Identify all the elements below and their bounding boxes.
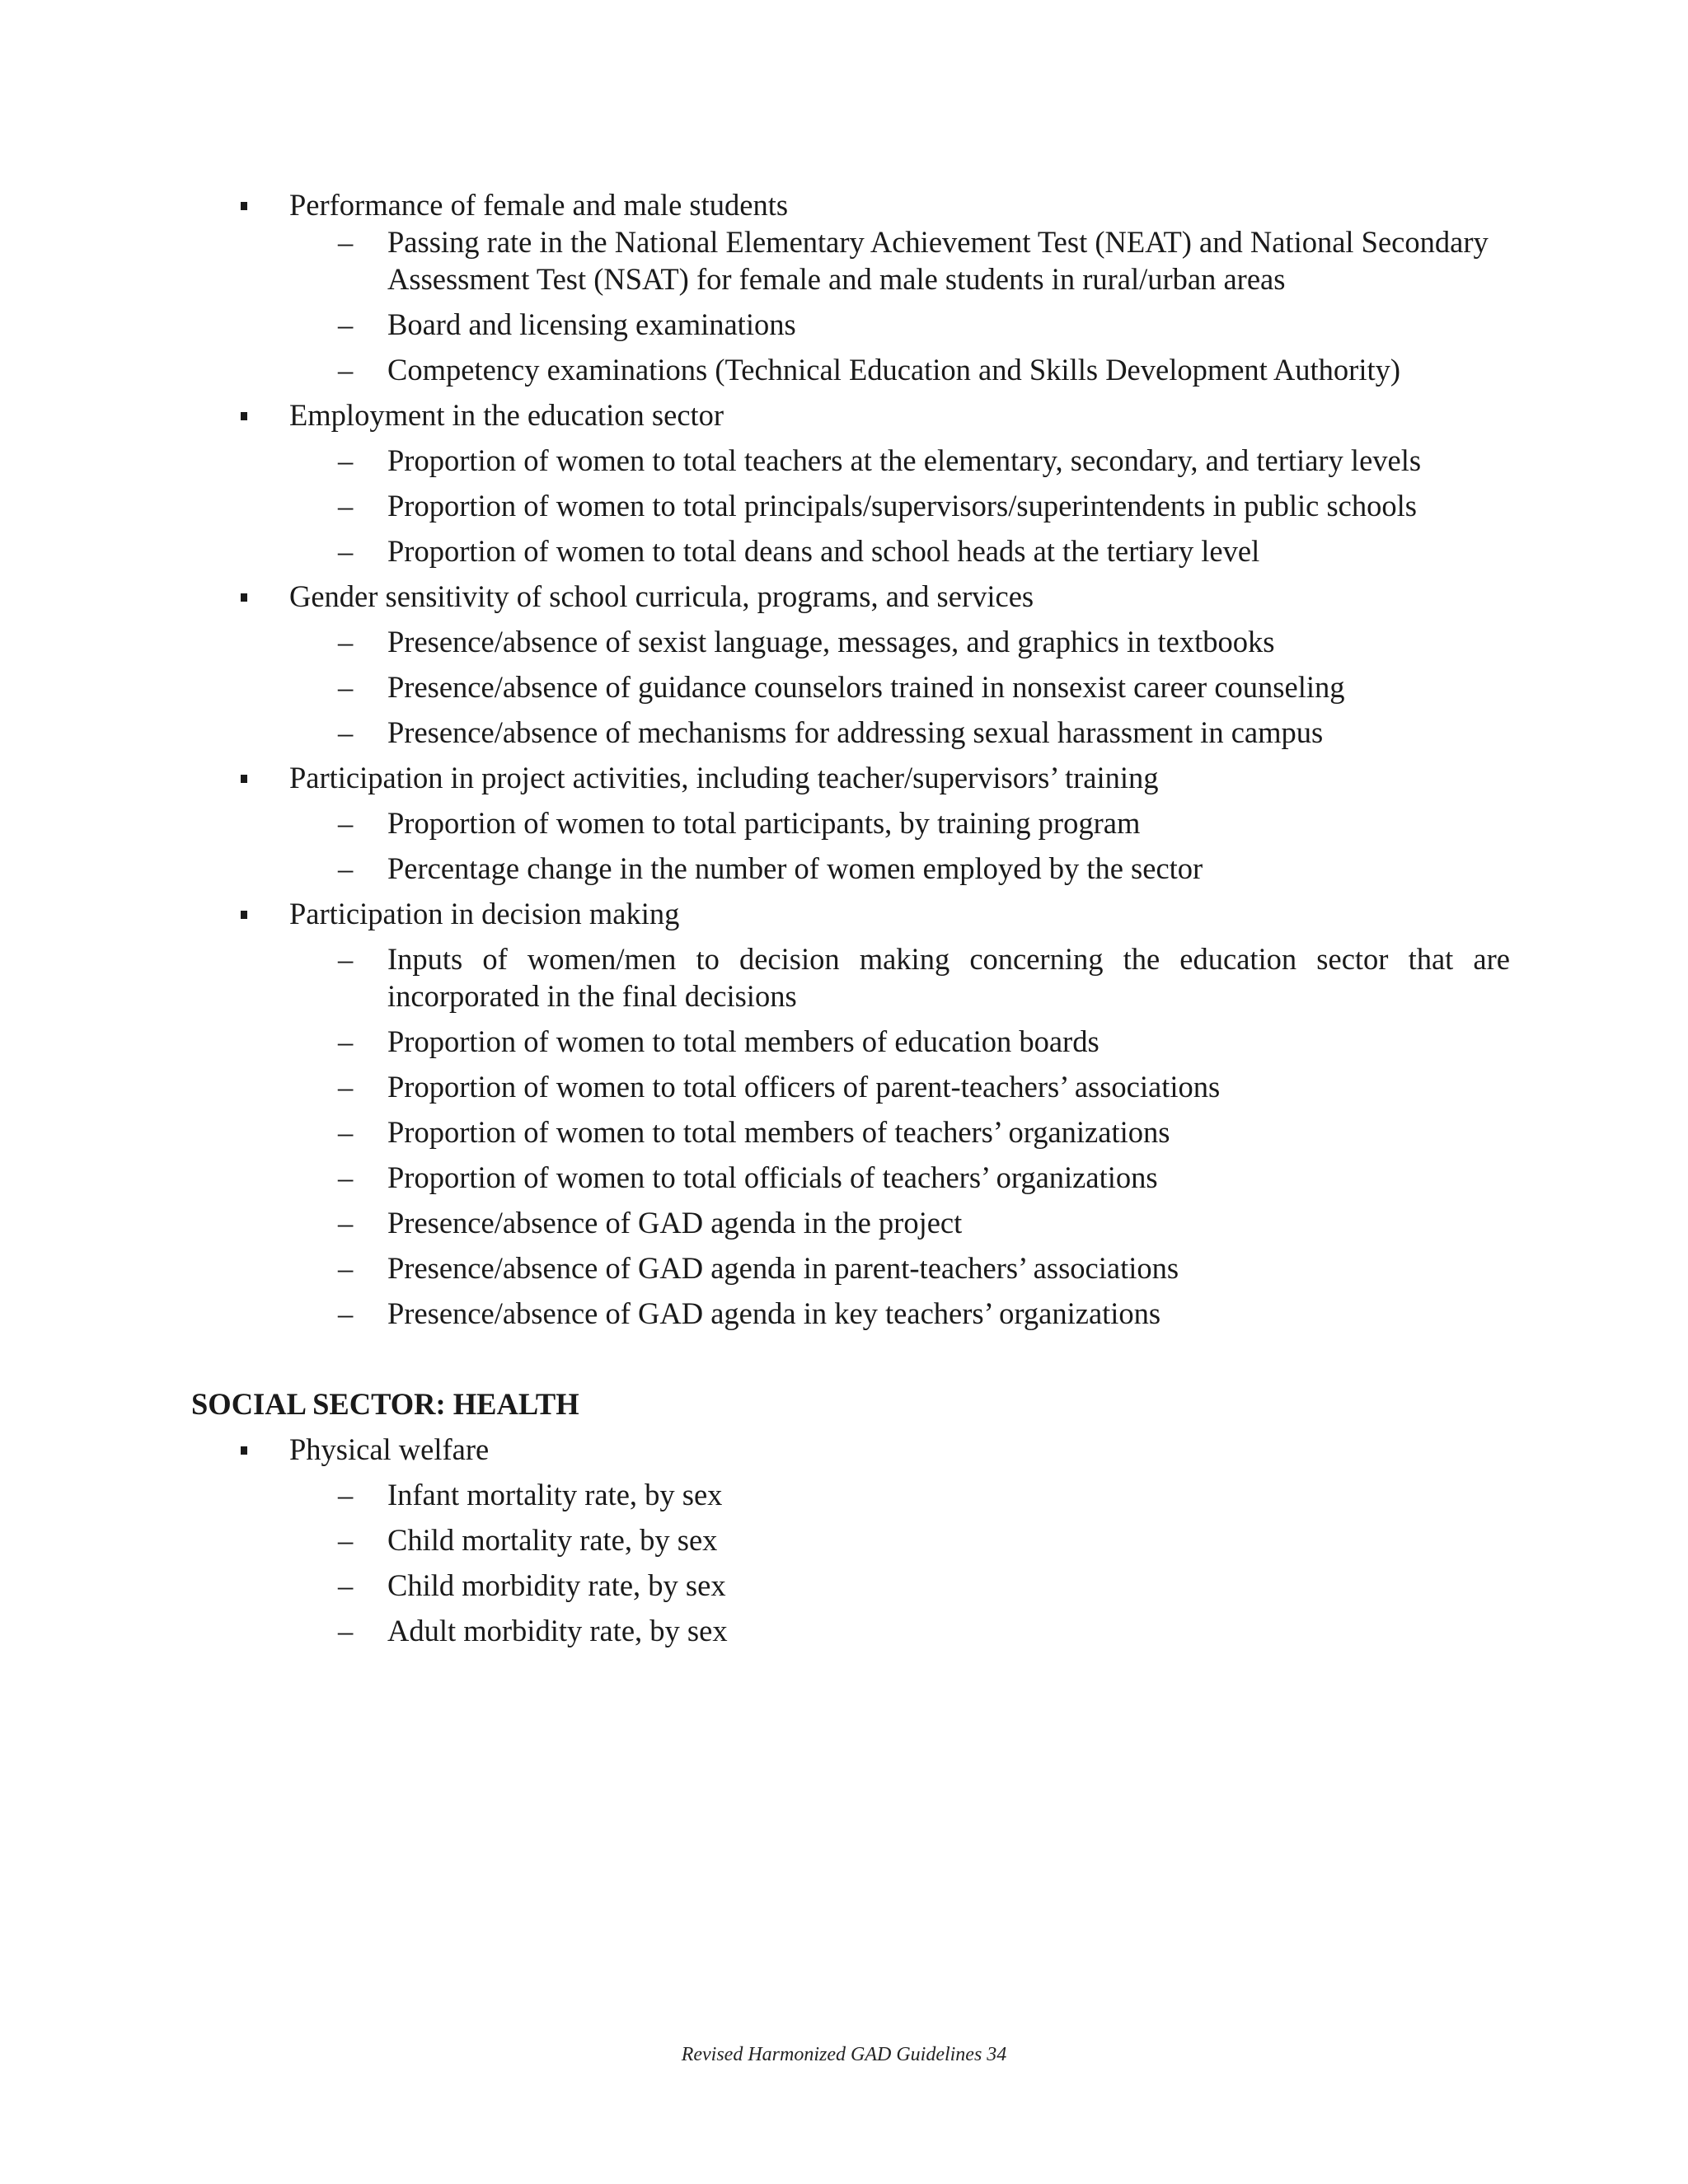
sub-item-text: Inputs of women/men to decision making concerning the education sector that are incorporated in the final decisions [387,942,1510,1013]
sub-item [191,442,1510,479]
dash-marker: – [338,1614,354,1647]
dash-marker: – [338,670,354,704]
sub-item [191,1249,1510,1286]
bullet-item [191,759,1510,796]
dash-marker: – [338,353,354,387]
sub-item [191,623,1510,660]
page-footer: Revised Harmonized GAD Guidelines 34 [681,2044,1007,2065]
dash-marker: – [338,307,354,341]
sub-item-text: Proportion of women to total members of teachers’ organizations [387,1115,1170,1149]
bullet-label: Participation in decision making [289,897,680,930]
dash-marker: – [338,1115,354,1149]
dash-marker: – [338,1478,354,1511]
dash-marker: – [338,1160,354,1194]
sub-item [191,1521,1510,1558]
sub-item [191,532,1510,569]
section-heading: SOCIAL SECTOR: HEALTH [191,1387,579,1421]
dash-marker: – [338,806,354,840]
sub-item [191,1159,1510,1196]
dash-marker: – [338,1251,354,1285]
sub-item-text: Presence/absence of GAD agenda in the project [387,1206,963,1240]
sub-item [191,804,1510,841]
bullet-label: Physical welfare [289,1432,490,1466]
sub-item-text: Child morbidity rate, by sex [387,1568,726,1602]
page-body [191,186,1510,1649]
sub-item [191,850,1510,887]
sub-item-text: Presence/absence of guidance counselors trained in nonsexist career counseling [387,670,1345,704]
sub-item-text: Board and licensing examinations [387,307,796,341]
square-bullet-icon [241,412,247,420]
sub-item-text: Presence/absence of mechanisms for addressing sexual harassment in campus [387,715,1324,749]
sub-item [191,487,1510,524]
dash-marker: – [338,225,354,259]
bullet-item [191,396,1510,434]
sub-item-text: Proportion of women to total deans and school heads at the tertiary level [387,534,1260,568]
sub-item-text: Presence/absence of sexist language, messages, and graphics in textbooks [387,625,1275,658]
bullet-item [191,578,1510,615]
dash-marker: – [338,1296,354,1330]
sub-item-text: Proportion of women to total principals/supervisors/superintendents in public schools [387,489,1417,523]
dash-marker: – [338,851,354,885]
square-bullet-icon [241,593,247,602]
sub-item-text: Presence/absence of GAD agenda in parent-teachers’ associations [387,1251,1179,1285]
sub-item-text: Proportion of women to total members of education boards [387,1024,1100,1058]
dash-marker: – [338,443,354,477]
sub-item [191,1612,1510,1649]
bullet-label: Participation in project activities, including teacher/supervisors’ training [289,761,1159,794]
square-bullet-icon [241,775,247,783]
sub-item-text: Child mortality rate, by sex [387,1523,718,1557]
square-bullet-icon [241,202,247,210]
sub-item [191,1068,1510,1105]
bullet-item [191,895,1510,932]
sub-item-text: Proportion of women to total participants, by training program [387,806,1141,840]
sub-item-text: Adult morbidity rate, by sex [387,1614,728,1647]
dash-marker: – [338,1568,354,1602]
sub-item [191,1023,1510,1060]
sub-item [191,1567,1510,1604]
sub-item [191,1204,1510,1241]
sub-item-text: Proportion of women to total teachers at the elementary, secondary, and tertiary levels [387,443,1422,477]
dash-marker: – [338,489,354,523]
sub-item [191,1113,1510,1151]
sub-item [191,306,1510,343]
sub-item [191,1476,1510,1513]
square-bullet-icon [241,1446,247,1455]
sub-item-text: Percentage change in the number of women employed by the sector [387,851,1203,885]
sub-item [191,714,1510,751]
bullet-label: Performance of female and male students [289,188,789,222]
sub-item-text: Presence/absence of GAD agenda in key teachers’ organizations [387,1296,1161,1330]
sub-item-text: Passing rate in the National Elementary Achievement Test (NEAT) and National Secondary Assessment Test (NSAT) for female and male students in rural/urban areas [387,225,1489,296]
dash-marker: – [338,1523,354,1557]
dash-marker: – [338,1024,354,1058]
dash-marker: – [338,942,354,976]
sub-item-text: Infant mortality rate, by sex [387,1478,723,1511]
dash-marker: – [338,534,354,568]
sub-item [191,940,1510,1015]
dash-marker: – [338,1070,354,1104]
dash-marker: – [338,715,354,749]
dash-marker: – [338,1206,354,1240]
square-bullet-icon [241,911,247,919]
sub-item-text: Proportion of women to total officers of parent-teachers’ associations [387,1070,1221,1104]
bullet-item [191,1431,1510,1468]
sub-item-text: Competency examinations (Technical Education and Skills Development Authority) [387,353,1401,387]
sub-item [191,668,1510,705]
bullet-label: Employment in the education sector [289,398,724,432]
sub-item [191,351,1510,388]
sub-item [191,223,1510,298]
bullet-item [191,186,1510,223]
sub-item-text: Proportion of women to total officials of teachers’ organizations [387,1160,1158,1194]
sub-item [191,1295,1510,1332]
dash-marker: – [338,625,354,658]
bullet-label: Gender sensitivity of school curricula, programs, and services [289,579,1034,613]
